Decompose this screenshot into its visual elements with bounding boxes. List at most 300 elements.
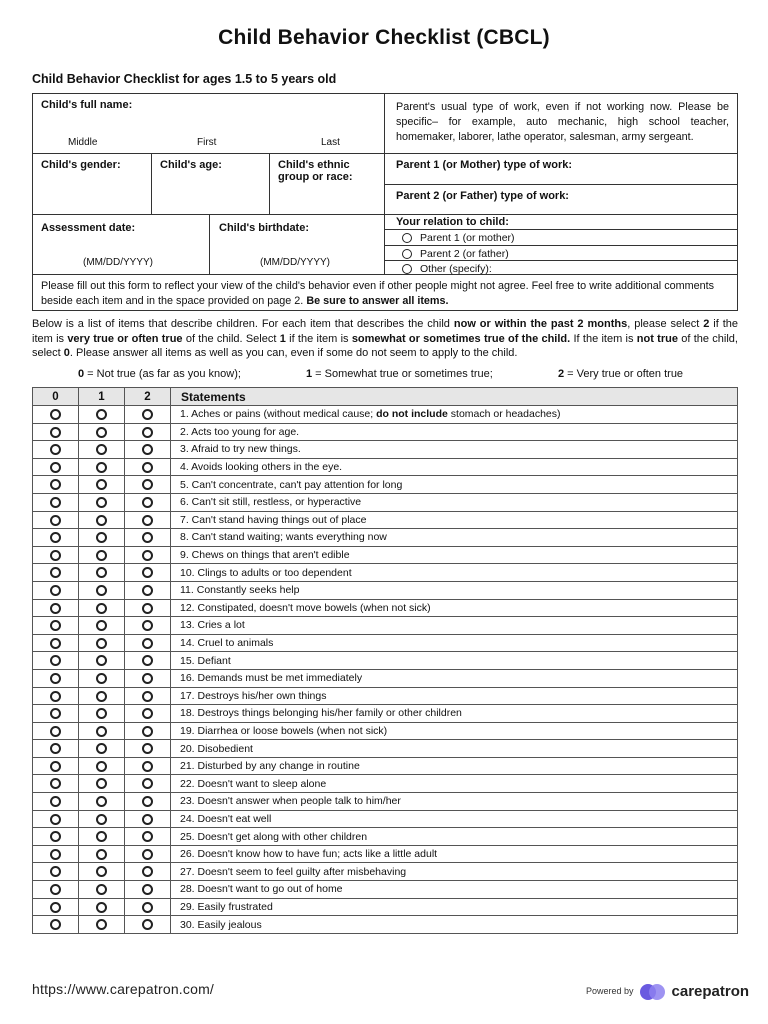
key-text: = Not true (as far as you know); — [84, 368, 241, 380]
rating-cell-2[interactable] — [125, 775, 171, 793]
statement-cell: 26. Doesn't know how to have fun; acts like a little adult — [171, 845, 738, 863]
radio-button[interactable] — [50, 409, 61, 420]
table-row — [33, 581, 738, 599]
radio-button[interactable] — [50, 884, 61, 895]
table-row — [33, 652, 738, 670]
rating-cell-2[interactable] — [125, 863, 171, 881]
rating-cell-1[interactable] — [79, 687, 125, 705]
radio-button[interactable] — [142, 708, 153, 719]
rating-cell-0[interactable] — [33, 458, 79, 476]
rating-cell-0[interactable] — [33, 845, 79, 863]
first-label: First — [197, 137, 217, 148]
rating-cell-0[interactable] — [33, 740, 79, 758]
rating-cell-0[interactable] — [33, 898, 79, 916]
radio-button[interactable] — [50, 761, 61, 772]
relation-option-label: Parent 2 (or father) — [420, 247, 509, 260]
table-row — [33, 599, 738, 617]
radio-button[interactable] — [142, 866, 153, 877]
rating-cell-2[interactable] — [125, 687, 171, 705]
rating-cell-0[interactable] — [33, 793, 79, 811]
radio-button[interactable] — [142, 655, 153, 666]
gender-label: Child's gender: — [41, 159, 121, 171]
age-label: Child's age: — [160, 159, 222, 171]
rating-cell-2[interactable] — [125, 476, 171, 494]
rating-cell-1[interactable] — [79, 564, 125, 582]
rating-cell-2[interactable] — [125, 898, 171, 916]
rating-cell-2[interactable] — [125, 511, 171, 529]
rating-cell-1[interactable] — [79, 916, 125, 934]
rating-cell-2[interactable] — [125, 581, 171, 599]
radio-button[interactable] — [142, 796, 153, 807]
statement-cell: 25. Doesn't get along with other children — [171, 828, 738, 846]
table-body — [33, 406, 738, 934]
radio-button[interactable] — [142, 515, 153, 526]
rating-cell-1[interactable] — [79, 669, 125, 687]
rating-cell-0[interactable] — [33, 441, 79, 459]
rating-cell-1[interactable] — [79, 617, 125, 635]
table-row — [33, 476, 738, 494]
statement-cell: 27. Doesn't seem to feel guilty after misbehaving — [171, 863, 738, 881]
radio-button[interactable] — [96, 444, 107, 455]
radio-button[interactable] — [142, 884, 153, 895]
radio-button[interactable] — [50, 462, 61, 473]
rating-cell-2[interactable] — [125, 634, 171, 652]
table-row — [33, 564, 738, 582]
rating-cell-1[interactable] — [79, 458, 125, 476]
statement-cell: 19. Diarrhea or loose bowels (when not sick) — [171, 722, 738, 740]
radio-button[interactable] — [142, 761, 153, 772]
statement-cell: 23. Doesn't answer when people talk to him/her — [171, 793, 738, 811]
rating-cell-0[interactable] — [33, 564, 79, 582]
rating-cell-2[interactable] — [125, 423, 171, 441]
rating-cell-2[interactable] — [125, 740, 171, 758]
statement-cell: 15. Defiant — [171, 652, 738, 670]
statement-cell: 8. Can't stand waiting; wants everything now — [171, 529, 738, 547]
rating-cell-0[interactable] — [33, 511, 79, 529]
table-row — [33, 511, 738, 529]
radio-button[interactable] — [96, 919, 107, 930]
statement-cell: 4. Avoids looking others in the eye. — [171, 458, 738, 476]
radio-button[interactable] — [142, 849, 153, 860]
rating-cell-1[interactable] — [79, 881, 125, 899]
radio-button[interactable] — [50, 603, 61, 614]
radio-button[interactable] — [402, 233, 412, 243]
age-cell[interactable] — [151, 154, 269, 215]
rating-cell-2[interactable] — [125, 669, 171, 687]
rating-cell-2[interactable] — [125, 546, 171, 564]
radio-button[interactable] — [96, 849, 107, 860]
radio-button[interactable] — [50, 532, 61, 543]
rating-cell-2[interactable] — [125, 722, 171, 740]
rating-cell-0[interactable] — [33, 652, 79, 670]
desc-text: of the child. Select — [182, 332, 280, 345]
radio-button[interactable] — [96, 778, 107, 789]
table-row — [33, 881, 738, 899]
rating-cell-2[interactable] — [125, 441, 171, 459]
table-row — [33, 406, 738, 424]
radio-button[interactable] — [142, 743, 153, 754]
table-row — [33, 529, 738, 547]
rating-cell-1[interactable] — [79, 775, 125, 793]
radio-button[interactable] — [50, 444, 61, 455]
radio-button[interactable] — [142, 919, 153, 930]
desc-text: if the item is — [32, 318, 739, 345]
table-row — [33, 775, 738, 793]
radio-button[interactable] — [96, 427, 107, 438]
radio-button[interactable] — [142, 831, 153, 842]
statement-cell: 6. Can't sit still, restless, or hyperactive — [171, 493, 738, 511]
rating-cell-1[interactable] — [79, 705, 125, 723]
parent-work-note: Parent's usual type of work, even if not working now. Please be specific– for example, auto mechanic, high school teacher, homemaker, laborer, lathe operator, salesman, army sergeant. — [384, 94, 737, 154]
rating-cell-2[interactable] — [125, 757, 171, 775]
carepatron-link[interactable]: https://www.carepatron.com/ — [32, 981, 215, 997]
rating-cell-2[interactable] — [125, 916, 171, 934]
radio-button[interactable] — [142, 497, 153, 508]
rating-cell-1[interactable] — [79, 652, 125, 670]
radio-button[interactable] — [96, 761, 107, 772]
form-subtitle: Child Behavior Checklist for ages 1.5 to 5 years old — [32, 72, 337, 86]
table-row — [33, 793, 738, 811]
date-format-hint: (MM/DD/YYYY) — [83, 257, 153, 268]
radio-button[interactable] — [96, 550, 107, 561]
statement-cell: 10. Clings to adults or too dependent — [171, 564, 738, 582]
radio-button[interactable] — [96, 515, 107, 526]
rating-cell-1[interactable] — [79, 722, 125, 740]
rating-cell-2[interactable] — [125, 529, 171, 547]
child-info-box — [32, 93, 738, 311]
key-number: 0 — [78, 368, 85, 380]
table-row — [33, 458, 738, 476]
rating-cell-1[interactable] — [79, 511, 125, 529]
radio-button[interactable] — [96, 638, 107, 649]
brand-name: carepatron — [671, 982, 750, 1000]
desc-text: . Please answer all items as well as you can, even if some do not seem to apply to the child. — [69, 347, 518, 359]
radio-button[interactable] — [142, 479, 153, 490]
rating-cell-0[interactable] — [33, 493, 79, 511]
radio-button[interactable] — [50, 691, 61, 702]
rating-cell-0[interactable] — [33, 687, 79, 705]
items-description — [32, 317, 738, 361]
child-name-cell[interactable] — [33, 94, 384, 154]
radio-button[interactable] — [50, 726, 61, 737]
rating-cell-0[interactable] — [33, 406, 79, 424]
rating-cell-2[interactable] — [125, 705, 171, 723]
table-row — [33, 441, 738, 459]
rating-cell-2[interactable] — [125, 828, 171, 846]
radio-button[interactable] — [96, 866, 107, 877]
statement-cell: 18. Destroys things belonging his/her family or other children — [171, 705, 738, 723]
rating-cell-0[interactable] — [33, 617, 79, 635]
relation-label: Your relation to child: — [396, 216, 509, 228]
statement-emphasis: do not include — [376, 408, 448, 421]
rating-cell-0[interactable] — [33, 757, 79, 775]
rating-key — [32, 368, 738, 382]
radio-button[interactable] — [96, 726, 107, 737]
radio-button[interactable] — [50, 919, 61, 930]
key-text: = Very true or often true — [564, 368, 684, 380]
radio-button[interactable] — [142, 603, 153, 614]
rating-cell-2[interactable] — [125, 881, 171, 899]
radio-button[interactable] — [50, 778, 61, 789]
statement-cell: 9. Chews on things that aren't edible — [171, 546, 738, 564]
parent2-work-label: Parent 2 (or Father) type of work: — [396, 190, 569, 202]
radio-button[interactable] — [50, 796, 61, 807]
radio-button[interactable] — [96, 567, 107, 578]
rating-cell-1[interactable] — [79, 441, 125, 459]
radio-button[interactable] — [96, 497, 107, 508]
radio-button[interactable] — [142, 673, 153, 684]
rating-cell-1[interactable] — [79, 476, 125, 494]
rating-cell-1[interactable] — [79, 529, 125, 547]
radio-button[interactable] — [50, 673, 61, 684]
parent1-work-cell[interactable] — [384, 154, 737, 185]
radio-button[interactable] — [50, 515, 61, 526]
radio-button[interactable] — [96, 620, 107, 631]
radio-button[interactable] — [402, 249, 412, 259]
radio-button[interactable] — [50, 655, 61, 666]
rating-cell-0[interactable] — [33, 810, 79, 828]
rating-cell-0[interactable] — [33, 863, 79, 881]
rating-cell-2[interactable] — [125, 599, 171, 617]
statement-cell: 28. Doesn't want to go out of home — [171, 881, 738, 899]
radio-button[interactable] — [96, 708, 107, 719]
statement-cell: 16. Demands must be met immediately — [171, 669, 738, 687]
radio-button[interactable] — [402, 264, 412, 274]
rating-cell-2[interactable] — [125, 564, 171, 582]
radio-button[interactable] — [142, 691, 153, 702]
radio-button[interactable] — [142, 902, 153, 913]
statement-cell: 3. Afraid to try new things. — [171, 441, 738, 459]
desc-emphasis: 0 — [63, 347, 70, 359]
statement-cell: 24. Doesn't eat well — [171, 810, 738, 828]
rating-cell-1[interactable] — [79, 863, 125, 881]
table-row — [33, 828, 738, 846]
radio-button[interactable] — [50, 743, 61, 754]
rating-cell-1[interactable] — [79, 740, 125, 758]
radio-button[interactable] — [142, 462, 153, 473]
statement-cell: 30. Easily jealous — [171, 916, 738, 934]
child-name-label: Child's full name: — [41, 99, 133, 111]
rating-cell-1[interactable] — [79, 757, 125, 775]
desc-emphasis: 2 — [703, 318, 710, 330]
table-row — [33, 546, 738, 564]
key-item-1 — [306, 368, 493, 380]
relation-option-label: Parent 1 (or mother) — [420, 231, 515, 244]
powered-by-badge — [586, 982, 749, 1000]
radio-button[interactable] — [142, 778, 153, 789]
rating-cell-2[interactable] — [125, 810, 171, 828]
radio-button[interactable] — [142, 726, 153, 737]
key-text: = Somewhat true or sometimes true; — [312, 368, 493, 380]
statement-cell — [171, 406, 738, 424]
desc-emphasis: not true — [636, 332, 678, 345]
rating-cell-0[interactable] — [33, 775, 79, 793]
relation-option-row[interactable] — [385, 229, 738, 245]
radio-button[interactable] — [50, 866, 61, 877]
radio-button[interactable] — [96, 673, 107, 684]
rating-cell-0[interactable] — [33, 916, 79, 934]
middle-label: Middle — [68, 137, 98, 148]
radio-button[interactable] — [50, 902, 61, 913]
rating-cell-0[interactable] — [33, 634, 79, 652]
powered-by-text: Powered by — [586, 986, 634, 996]
radio-button[interactable] — [96, 691, 107, 702]
radio-button[interactable] — [50, 831, 61, 842]
rating-cell-0[interactable] — [33, 669, 79, 687]
rating-cell-1[interactable] — [79, 810, 125, 828]
radio-button[interactable] — [50, 550, 61, 561]
behavior-items-table — [32, 387, 738, 934]
ethnic-cell[interactable] — [269, 154, 384, 215]
rating-cell-2[interactable] — [125, 652, 171, 670]
radio-button[interactable] — [50, 479, 61, 490]
rating-cell-0[interactable] — [33, 828, 79, 846]
rating-cell-1[interactable] — [79, 423, 125, 441]
gender-cell[interactable] — [33, 154, 151, 215]
column-header-2: 2 — [125, 388, 171, 406]
radio-button[interactable] — [96, 743, 107, 754]
desc-emphasis: 1 — [279, 332, 286, 345]
statement-cell: 13. Cries a lot — [171, 617, 738, 635]
radio-button[interactable] — [50, 849, 61, 860]
rating-cell-0[interactable] — [33, 705, 79, 723]
table-header-row — [33, 388, 738, 406]
radio-button[interactable] — [142, 585, 153, 596]
rating-cell-1[interactable] — [79, 493, 125, 511]
rating-cell-2[interactable] — [125, 493, 171, 511]
page-title: Child Behavior Checklist (CBCL) — [218, 26, 550, 49]
rating-cell-0[interactable] — [33, 529, 79, 547]
rating-cell-1[interactable] — [79, 406, 125, 424]
statement-cell: 17. Destroys his/her own things — [171, 687, 738, 705]
rating-cell-0[interactable] — [33, 476, 79, 494]
radio-button[interactable] — [142, 620, 153, 631]
statement-cell: 5. Can't concentrate, can't pay attention for long — [171, 476, 738, 494]
relation-option-row[interactable] — [385, 245, 738, 261]
radio-button[interactable] — [50, 620, 61, 631]
radio-button[interactable] — [142, 409, 153, 420]
table-row — [33, 757, 738, 775]
rating-cell-2[interactable] — [125, 406, 171, 424]
rating-cell-2[interactable] — [125, 845, 171, 863]
rating-cell-1[interactable] — [79, 828, 125, 846]
radio-button[interactable] — [50, 638, 61, 649]
birthdate-label: Child's birthdate: — [219, 222, 310, 234]
radio-button[interactable] — [142, 814, 153, 825]
rating-cell-1[interactable] — [79, 546, 125, 564]
table-row — [33, 493, 738, 511]
rating-cell-2[interactable] — [125, 458, 171, 476]
assessment-date-cell[interactable] — [33, 215, 209, 275]
rating-cell-1[interactable] — [79, 581, 125, 599]
table-row — [33, 740, 738, 758]
instruction-emphasis: Be sure to answer all items. — [306, 295, 449, 307]
rating-cell-0[interactable] — [33, 599, 79, 617]
birthdate-cell[interactable] — [209, 215, 384, 275]
column-header-0: 0 — [33, 388, 79, 406]
rating-cell-1[interactable] — [79, 634, 125, 652]
statement-cell: 20. Disobedient — [171, 740, 738, 758]
radio-button[interactable] — [96, 796, 107, 807]
table-row — [33, 687, 738, 705]
radio-button[interactable] — [142, 444, 153, 455]
radio-button[interactable] — [50, 814, 61, 825]
relation-option-label: Other (specify): — [420, 262, 492, 275]
parent2-work-cell[interactable] — [384, 185, 737, 215]
table-row — [33, 916, 738, 934]
table-row — [33, 863, 738, 881]
rating-cell-2[interactable] — [125, 617, 171, 635]
radio-button[interactable] — [96, 902, 107, 913]
relation-option-row[interactable] — [385, 260, 738, 276]
rating-cell-1[interactable] — [79, 898, 125, 916]
parent1-work-label: Parent 1 (or Mother) type of work: — [396, 159, 573, 171]
table-row — [33, 898, 738, 916]
radio-button[interactable] — [142, 550, 153, 561]
radio-button[interactable] — [50, 567, 61, 578]
key-number: 2 — [558, 368, 565, 380]
rating-cell-0[interactable] — [33, 423, 79, 441]
statement-cell: 14. Cruel to animals — [171, 634, 738, 652]
desc-emphasis: somewhat or sometimes true of the child. — [351, 332, 571, 345]
radio-button[interactable] — [96, 884, 107, 895]
radio-button[interactable] — [96, 585, 107, 596]
rating-cell-0[interactable] — [33, 546, 79, 564]
rating-cell-1[interactable] — [79, 599, 125, 617]
instruction-text: Please fill out this form to reflect your view of the child's behavior even if other people might not agree. Feel free to write additional comments beside each item and in the space provided on page 2. — [41, 280, 715, 307]
statement-cell: 2. Acts too young for age. — [171, 423, 738, 441]
radio-button[interactable] — [142, 532, 153, 543]
radio-button[interactable] — [96, 532, 107, 543]
table-row — [33, 634, 738, 652]
radio-button[interactable] — [96, 462, 107, 473]
radio-button[interactable] — [50, 708, 61, 719]
key-item-0 — [78, 368, 241, 380]
radio-button[interactable] — [50, 497, 61, 508]
key-item-2 — [558, 368, 683, 380]
radio-button[interactable] — [142, 427, 153, 438]
table-row — [33, 423, 738, 441]
statement-cell: 11. Constantly seeks help — [171, 581, 738, 599]
statement-cell: 12. Constipated, doesn't move bowels (when not sick) — [171, 599, 738, 617]
radio-button[interactable] — [96, 409, 107, 420]
radio-button[interactable] — [96, 479, 107, 490]
radio-button[interactable] — [96, 831, 107, 842]
date-format-hint: (MM/DD/YYYY) — [260, 257, 330, 268]
desc-text: Below is a list of items that describe children. For each item that describes the child — [32, 318, 454, 330]
radio-button[interactable] — [142, 638, 153, 649]
table-row — [33, 845, 738, 863]
statement-text: 1. Aches or pains (without medical cause; — [180, 408, 377, 421]
rating-cell-1[interactable] — [79, 845, 125, 863]
rating-cell-0[interactable] — [33, 881, 79, 899]
last-label: Last — [321, 137, 340, 148]
rating-cell-1[interactable] — [79, 793, 125, 811]
radio-button[interactable] — [96, 603, 107, 614]
table-row — [33, 669, 738, 687]
radio-button[interactable] — [142, 567, 153, 578]
radio-button[interactable] — [50, 427, 61, 438]
table-row — [33, 705, 738, 723]
radio-button[interactable] — [96, 814, 107, 825]
rating-cell-0[interactable] — [33, 722, 79, 740]
radio-button[interactable] — [50, 585, 61, 596]
rating-cell-0[interactable] — [33, 581, 79, 599]
radio-button[interactable] — [96, 655, 107, 666]
rating-cell-2[interactable] — [125, 793, 171, 811]
statement-text: stomach or headaches) — [447, 408, 561, 421]
column-header-statements: Statements — [171, 388, 738, 406]
